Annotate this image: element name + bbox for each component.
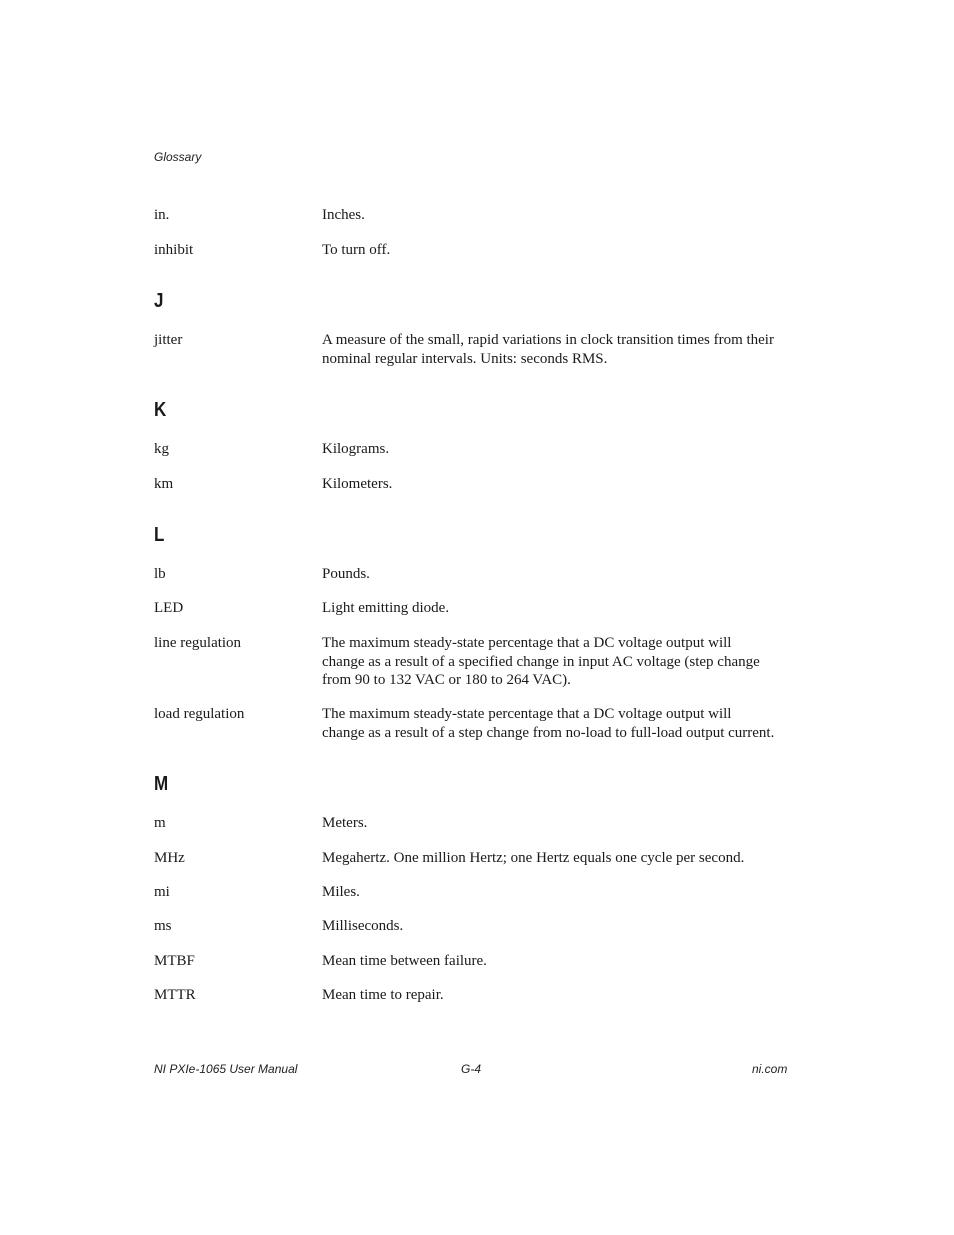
definition-line: The maximum steady-state percentage that a DC voltage output will	[322, 706, 732, 722]
glossary-term: MHz	[154, 850, 185, 866]
glossary-definition: Milliseconds.	[322, 918, 404, 934]
glossary-definition	[322, 634, 794, 690]
footer-website: ni.com	[752, 1062, 788, 1076]
definition-line: from 90 to 132 VAC or 180 to 264 VAC).	[322, 672, 571, 688]
glossary-definition: Miles.	[322, 884, 360, 900]
glossary-definition: To turn off.	[322, 242, 391, 258]
glossary-definition: Mean time between failure.	[322, 953, 487, 969]
glossary-definition: Kilograms.	[322, 441, 390, 457]
section-letter-l: L	[154, 524, 165, 546]
glossary-term: load regulation	[154, 706, 245, 722]
glossary-definition: Mean time to repair.	[322, 987, 444, 1003]
footer-page-number: G-4	[461, 1062, 482, 1076]
glossary-term: in.	[154, 207, 170, 223]
footer-manual-title: NI PXIe-1065 User Manual	[154, 1062, 298, 1076]
glossary-definition: Kilometers.	[322, 476, 393, 492]
section-letter-j: J	[154, 290, 164, 312]
glossary-definition	[322, 331, 794, 368]
glossary-definition: Pounds.	[322, 566, 370, 582]
glossary-term: inhibit	[154, 242, 194, 258]
glossary-term: m	[154, 815, 166, 831]
page-header: Glossary	[154, 150, 202, 164]
section-letter-m: M	[154, 773, 169, 795]
glossary-definition	[322, 705, 794, 742]
glossary-term: ms	[154, 918, 172, 934]
definition-line: The maximum steady-state percentage that a DC voltage output will	[322, 635, 732, 651]
definition-line: change as a result of a specified change in input AC voltage (step change	[322, 653, 760, 670]
glossary-term: line regulation	[154, 635, 242, 651]
glossary-term: kg	[154, 441, 169, 457]
glossary-term: MTBF	[154, 953, 195, 969]
glossary-term: mi	[154, 884, 170, 900]
glossary-term: km	[154, 476, 174, 492]
definition-line: nominal regular intervals. Units: seconds RMS.	[322, 350, 608, 367]
glossary-term: LED	[154, 600, 184, 616]
glossary-definition: Meters.	[322, 815, 368, 831]
glossary-term: jitter	[154, 332, 183, 348]
glossary-definition: Megahertz. One million Hertz; one Hertz equals one cycle per second.	[322, 850, 745, 866]
glossary-definition: Inches.	[322, 207, 365, 223]
definition-line: A measure of the small, rapid variations in clock transition times from their	[322, 332, 774, 348]
glossary-definition: Light emitting diode.	[322, 600, 450, 616]
glossary-term: lb	[154, 566, 166, 582]
section-letter-k: K	[154, 399, 167, 421]
definition-line: change as a result of a step change from no-load to full-load output current.	[322, 724, 775, 741]
glossary-term: MTTR	[154, 987, 196, 1003]
